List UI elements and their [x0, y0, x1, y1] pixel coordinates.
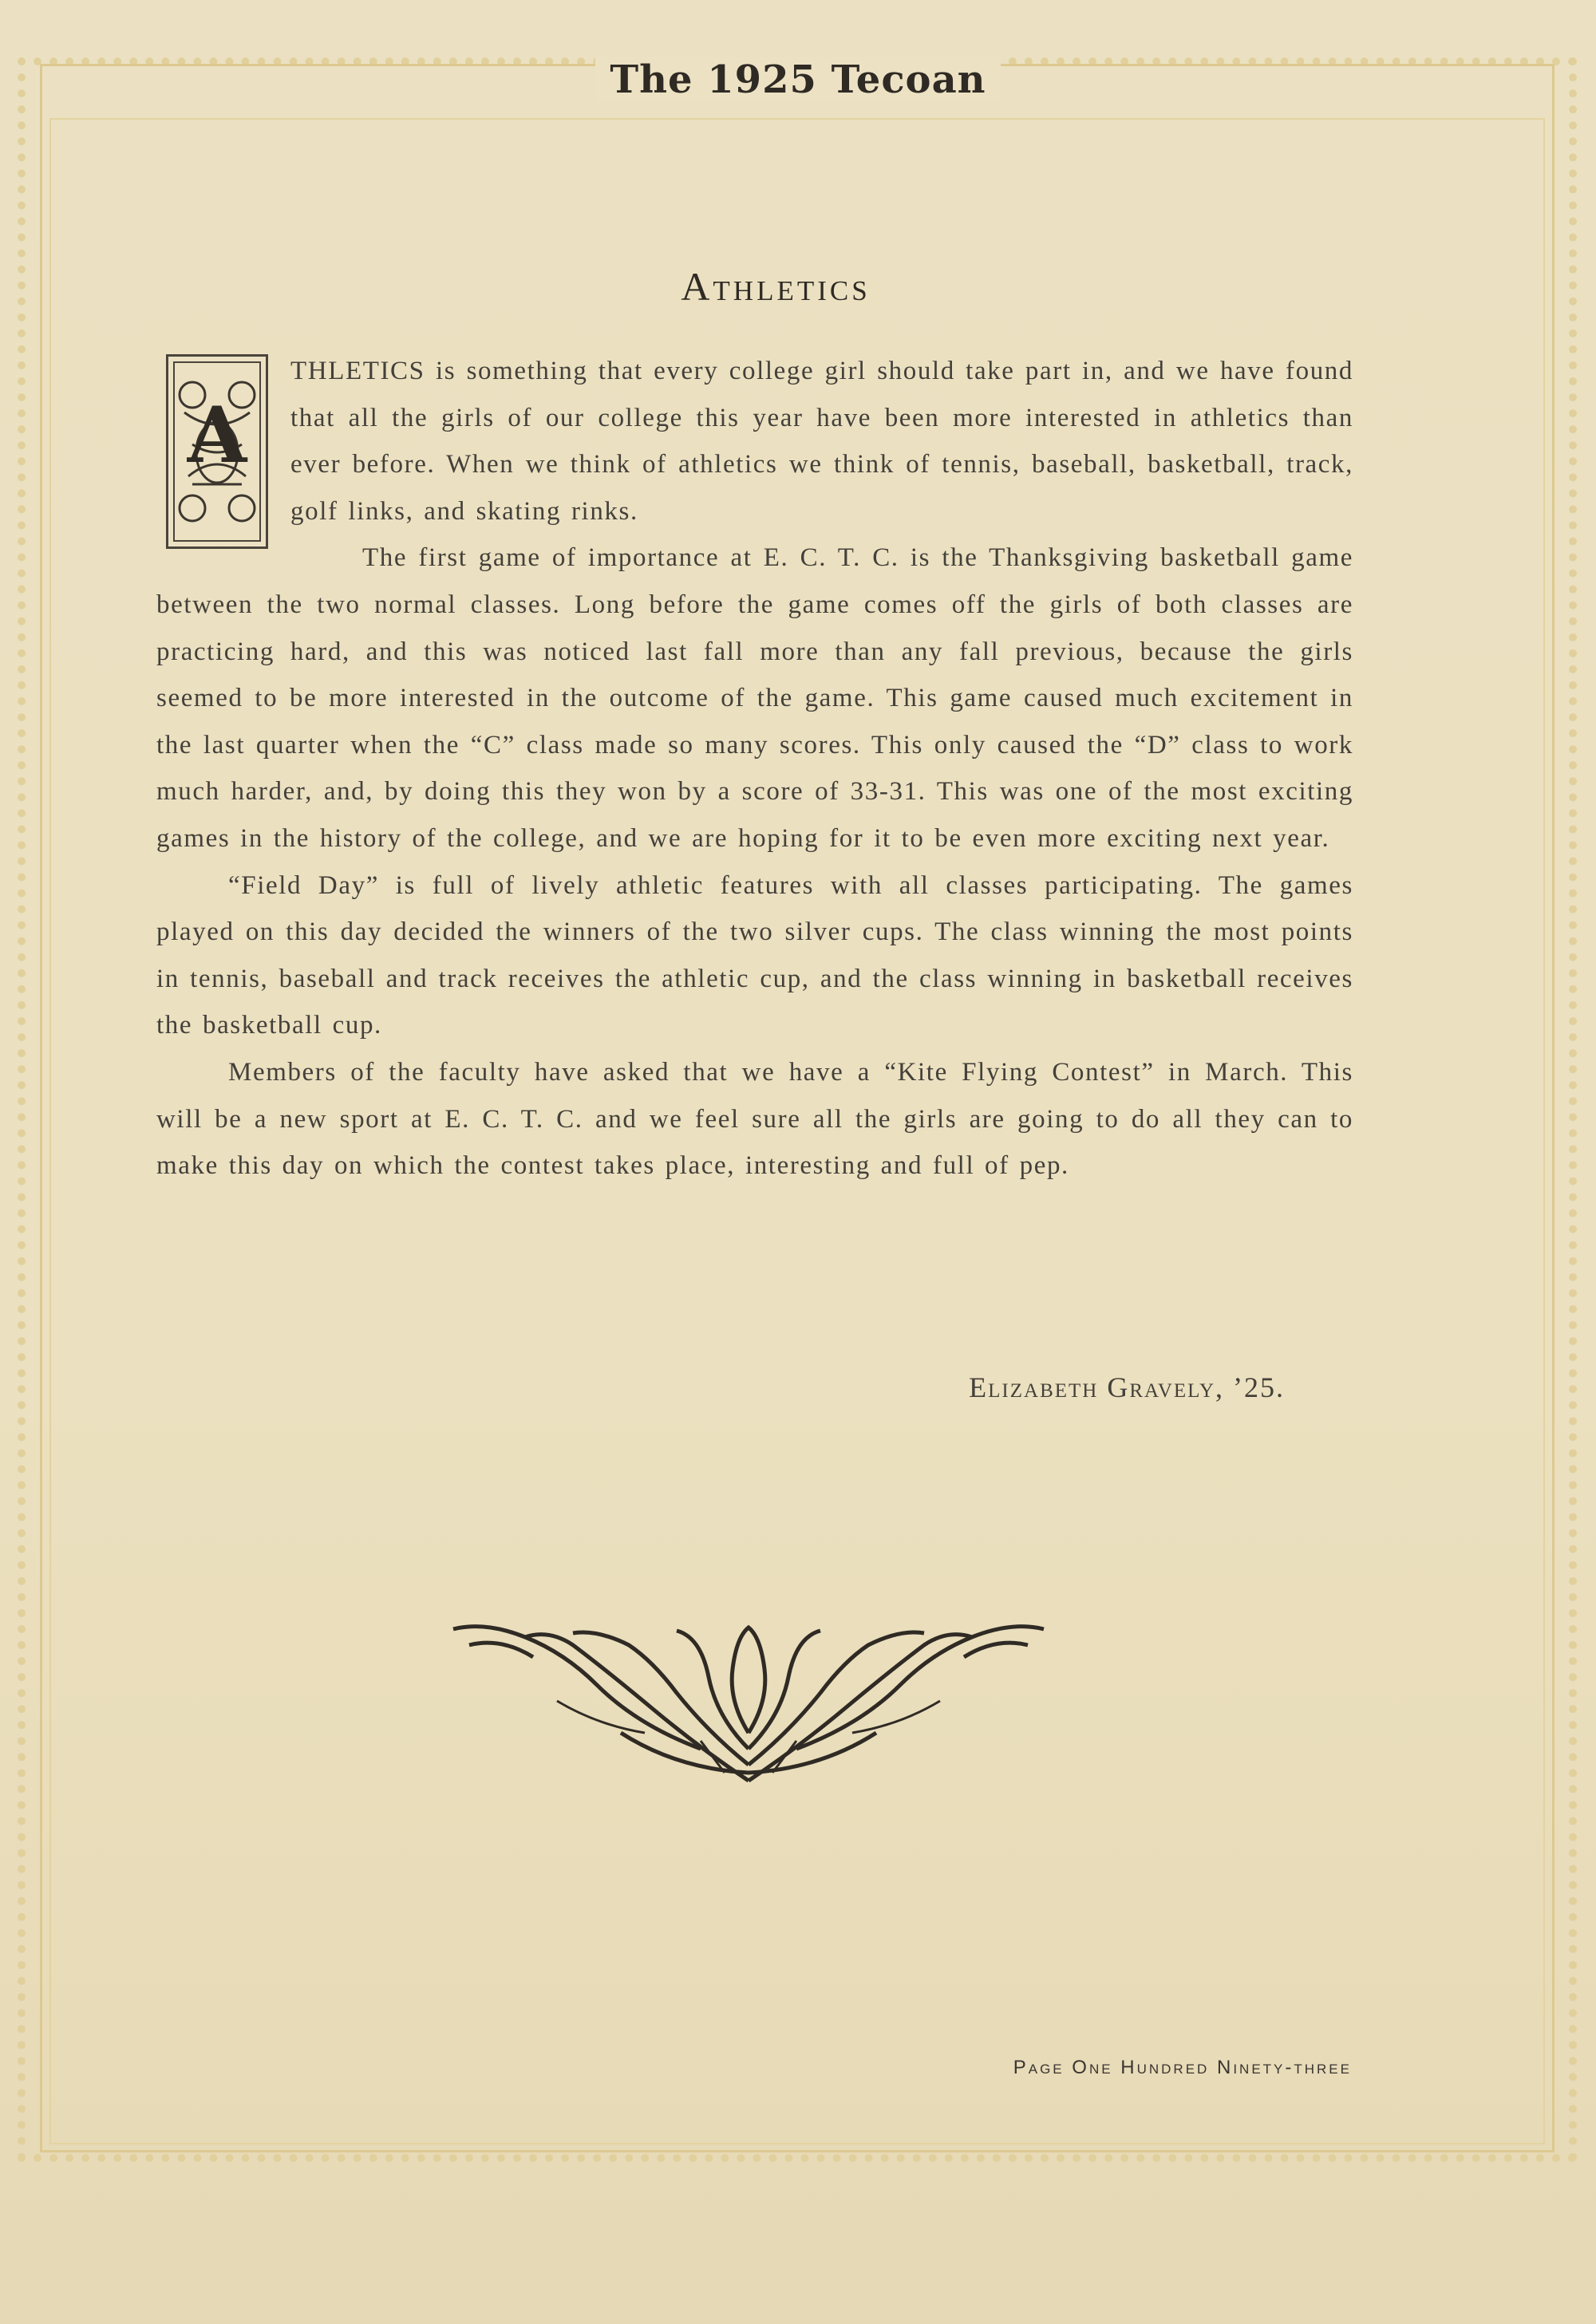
paragraph-3: “Field Day” is full of lively athletic features with all classes participating. The games played on this day decided the winners of the two silver cups. The class winning the most points in tennis, baseball and track receives the athletic cup, and the class winning in basketball receives the basketball cup. — [156, 870, 1353, 1040]
paragraph-1: THLETICS is something that every college girl should take part in, and we have found that all the girls of our college this year have been more interested in athletics than ever before. When we think of athletics we think of tennis, baseball, basketball, track, golf links, and skating rinks. — [290, 357, 1353, 526]
page-number-footer: Page One Hundred Ninety-three — [1013, 2057, 1352, 2078]
article-body — [156, 348, 1353, 1190]
dropcap-letter: A — [187, 390, 247, 480]
running-header-text: The 1925 Tecoan — [595, 57, 1000, 102]
paragraph-2: The first game of importance at E. C. T. C. is the Thanksgiving basketball game between the two normal classes. Long before the game comes off the girls of both classes are practicing hard, and this was noticed last fall more than any fall previous, because the girls seemed to be more interested in the outcome of the game. This game caused much excitement in the last quarter when the “C” class made so many scores. This only caused the “D” class to work much harder, and, by doing this they won by a score of 33-31. This was one of the most exciting games in the history of the college, and we are hoping for it to be even more exciting next year. — [156, 543, 1353, 853]
section-title: Athletics — [681, 264, 871, 309]
dropcap-spacer — [156, 348, 290, 550]
running-header — [0, 57, 1596, 102]
paragraph-4: Members of the faculty have asked that we have a “Kite Flying Contest” in March. This will be a new sport at E. C. T. C. and we feel sure all the girls are going to do all they can to make this day on which the contest takes place, interesting and full of pep. — [156, 1057, 1353, 1181]
ornamental-scroll-icon — [437, 1613, 1060, 1789]
author-signature: Elizabeth Gravely, ’25. — [969, 1371, 1285, 1403]
